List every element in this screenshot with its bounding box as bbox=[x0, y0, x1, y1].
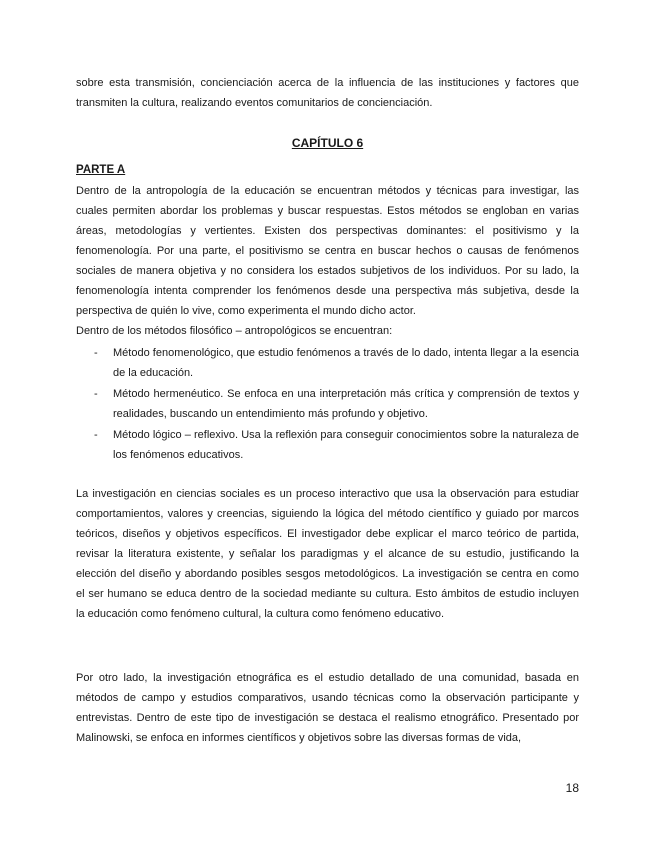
list-dash: - bbox=[94, 429, 98, 441]
paragraph-ethnographic-research: Por otro lado, la investigación etnográfica es el estudio detallado de una comunidad, basada en métodos de campo y estudios comparativos, usando técnicas como la observación participante y entrevistas. Dentro de este tipo de investigación se destaca el realismo etnográfico. Presentado por Malinowski, se enfoca en informes científicos y objetivos sobre las diversas formas de vida, bbox=[76, 672, 579, 744]
page-number: 18 bbox=[565, 781, 579, 795]
list-dash: - bbox=[94, 388, 98, 400]
list-item bbox=[76, 343, 579, 383]
section-title: PARTE A bbox=[76, 164, 126, 176]
list-item-text: Método hermenéutico. Se enfoca en una interpretación más crítica y comprensión de textos y realidades, buscando un entendimiento más profundo y objetivo. bbox=[113, 388, 579, 420]
methods-list bbox=[76, 343, 579, 466]
paragraph-methods-overview: Dentro de la antropología de la educación se encuentran métodos y técnicas para investigar, las cuales permiten abordar los problemas y buscar respuestas. Estos métodos se engloban en varias áreas, metodologías y vertientes. Existen dos perspectivas dominantes: el positivismo y la fenomenología. Por una parte, el positivismo se centra en buscar hechos o causas de fenómenos sociales de manera objetiva y no considera los estados subjetivos de los individuos. Por su lado, la fenomenología intenta comprender los fenómenos desde una perspectiva más subjetiva, desde la perspectiva de quién lo vive, como experimenta el mundo dicho actor. bbox=[76, 185, 579, 317]
list-item bbox=[76, 425, 579, 465]
methods-intro: Dentro de los métodos filosófico – antropológicos se encuentran: bbox=[76, 325, 393, 337]
chapter-title: CAPÍTULO 6 bbox=[291, 136, 364, 150]
paragraph-social-research: La investigación en ciencias sociales es un proceso interactivo que usa la observación para estudiar comportamientos, valores y creencias, siguiendo la lógica del método científico y guiado por marcos teóricos, diseños y objetivos específicos. El investigador debe explicar el marco teórico de partida, revisar la literatura existente, y señalar los paradigmas y el alcance de su estudio, justificando la elección del diseño y abordando posibles sesgos metodológicos. La investigación se centra en como el ser humano se educa dentro de la sociedad mediante su cultura. Esto ámbitos de estudio incluyen la educación como fenómeno cultural, la cultura como fenómeno educativo. bbox=[76, 488, 579, 620]
list-item-text: Método lógico – reflexivo. Usa la reflexión para conseguir conocimientos sobre la naturaleza de los fenómenos educativos. bbox=[113, 429, 579, 461]
list-item bbox=[76, 384, 579, 424]
list-dash: - bbox=[94, 347, 98, 359]
list-item-text: Método fenomenológico, que estudio fenómenos a través de lo dado, intenta llegar a la esencia de la educación. bbox=[113, 347, 579, 379]
intro-paragraph: sobre esta transmisión, concienciación acerca de la influencia de las instituciones y factores que transmiten la cultura, realizando eventos comunitarios de concienciación. bbox=[76, 77, 579, 109]
